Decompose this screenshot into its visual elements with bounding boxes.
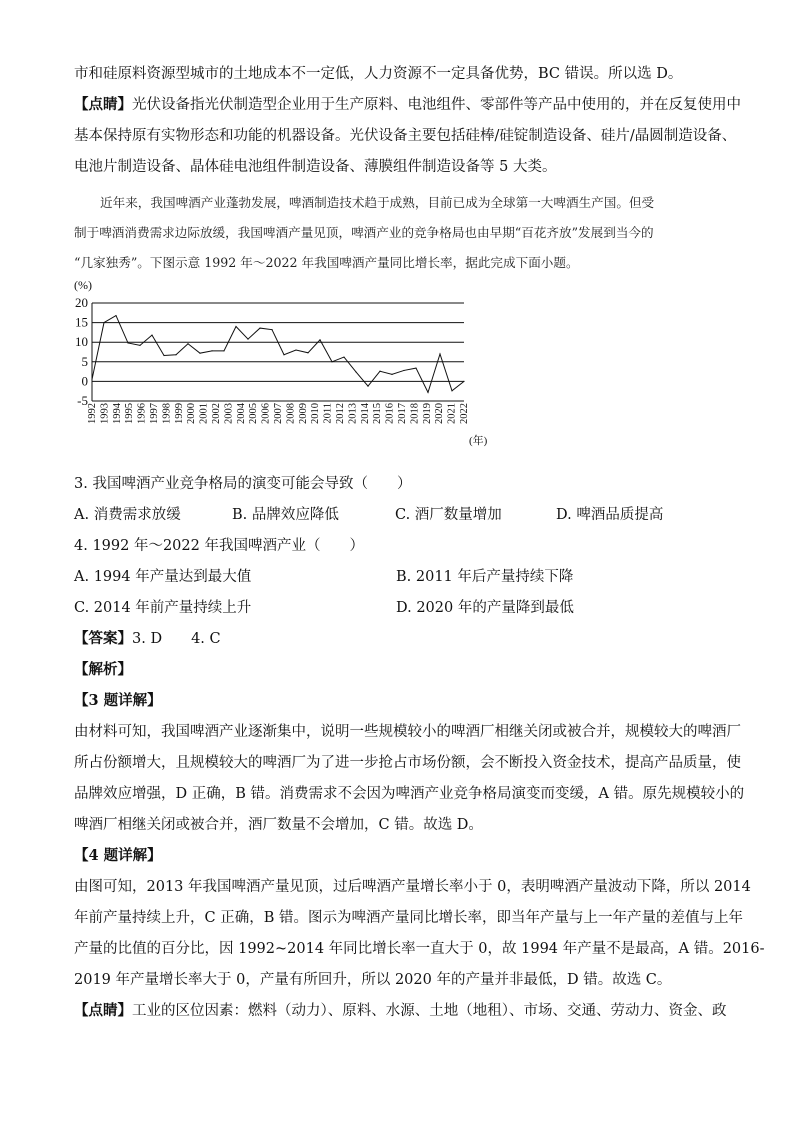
x-tick-label: 2001 — [198, 403, 210, 424]
y-tick-labels — [75, 295, 88, 408]
q3-option-a: A. 消费需求放缓 — [74, 507, 181, 523]
q4-option-a: A. 1994 年产量达到最大值 — [74, 569, 252, 585]
q4-detail-line-4: 2019 年产量增长率大于 0，产量有所回升，所以 2020 年的产量并非最低，D 错。故选 C。 — [74, 972, 672, 988]
y-tick-label: -5 — [77, 393, 88, 408]
data-point — [463, 381, 464, 382]
data-point — [259, 327, 260, 328]
material-line-1: 近年来，我国啤酒产业蓬勃发展，啤酒制造技术趋于成熟，目前已成为全球第一大啤酒生产国。但受 — [100, 195, 655, 210]
q4-option-d: D. 2020 年的产量降到最低 — [396, 600, 574, 616]
answer-line: 【答案】3. D 4. C — [74, 630, 221, 647]
q4-option-b: B. 2011 年后产量持续下降 — [396, 569, 574, 585]
x-tick-label: 2013 — [347, 403, 359, 424]
x-tick-label: 2022 — [459, 403, 470, 424]
data-point — [379, 371, 380, 372]
x-tick-label: 2010 — [310, 403, 322, 424]
x-tick-label: 2003 — [223, 403, 235, 424]
data-point — [127, 342, 128, 343]
data-point — [319, 339, 320, 340]
tip-line-2: 【点睛】工业的区位因素：燃料（动力）、原料、水源、土地（地租）、市场、交通、劳动力、资金、政 — [74, 1002, 727, 1019]
q4-detail-line-1: 由图可知，2013 年我国啤酒产量见顶，过后啤酒产量增长率小于 0，表明啤酒产量波动下降，所以 2014 — [74, 879, 751, 895]
x-tick-label: 1994 — [111, 403, 123, 424]
data-point — [223, 350, 224, 351]
x-tick-label: 2020 — [434, 403, 446, 424]
q3-stem: 3. 我国啤酒产业竞争格局的演变可能会导致（ ） — [74, 476, 412, 492]
x-tick-label: 1992 — [87, 403, 98, 424]
text-line-4: 电池片制造设备、晶体硅电池组件制造设备、薄膜组件制造设备等 5 大类。 — [74, 159, 557, 175]
data-point — [355, 371, 356, 372]
data-point — [175, 354, 176, 355]
x-tick-label: 2012 — [335, 403, 346, 424]
x-tick-label: 2016 — [384, 403, 396, 424]
tip-line: 【点睛】光伏设备指光伏制造型企业用于生产原料、电池组件、零部件等产品中使用的，并在反复使用中 — [74, 96, 741, 113]
data-point — [235, 326, 236, 327]
x-tick-label: 1999 — [173, 403, 185, 424]
q3-detail-line-2: 所占份额增大，且规模较大的啤酒厂为了进一步抢占市场份额，会不断投入资金技术，提高产品质量，使 — [74, 755, 741, 771]
data-point — [151, 335, 152, 336]
material-line-3: “几家独秀”。下图示意 1992 年～2022 年我国啤酒产量同比增长率，据此完成下面小题。 — [74, 255, 579, 270]
q4-detail-line-2: 年前产量持续上升，C 正确，B 错。图示为啤酒产量同比增长率，即当年产量与上一年产量的差值与上年 — [74, 910, 743, 926]
data-point — [247, 338, 248, 339]
data-point — [367, 386, 368, 387]
q3-detail-line-4: 啤酒厂相继关闭或被合并，酒厂数量不会增加，C 错。故选 D。 — [74, 817, 483, 833]
data-point — [415, 367, 416, 368]
data-point — [295, 349, 296, 350]
q3-option-c: C. 酒厂数量增加 — [395, 507, 502, 523]
analysis-tag: 【解析】 — [74, 661, 132, 678]
x-tick-label: 2004 — [235, 403, 247, 424]
y-axis-unit: (%) — [74, 278, 92, 292]
data-point — [343, 356, 344, 357]
data-point — [391, 374, 392, 375]
y-tick-label: 10 — [75, 334, 88, 350]
q4-detail-tag: 【4 题详解】 — [74, 847, 162, 864]
data-point — [211, 350, 212, 351]
x-tick-labels — [87, 402, 470, 424]
q4-option-c: C. 2014 年前产量持续上升 — [74, 600, 252, 616]
data-point — [331, 361, 332, 362]
data-point — [139, 345, 140, 346]
q4-detail-line-3: 产量的比值的百分比，因 1992~2014 年同比增长率一直大于 0，故 1994 年产量不是最高，A 错。2016- — [74, 941, 765, 957]
data-point — [91, 379, 92, 380]
x-tick-label: 2007 — [273, 403, 284, 424]
x-tick-label: 2002 — [211, 403, 222, 424]
data-point — [403, 370, 404, 371]
x-tick-label: 2009 — [297, 403, 309, 424]
data-point — [199, 353, 200, 354]
material-line-2: 制于啤酒消费需求边际放缓，我国啤酒产量见顶，啤酒产业的竞争格局也由早期“百花齐放”发展到当今的 — [74, 225, 654, 240]
data-point — [451, 390, 452, 391]
q3-detail-tag: 【3 题详解】 — [74, 692, 162, 709]
x-tick-label: 2011 — [322, 403, 334, 424]
x-tick-label: 1993 — [99, 403, 111, 424]
x-tick-label: 1997 — [149, 403, 160, 424]
text-line-1: 市和硅原料资源型城市的土地成本不一定低，人力资源不一定具备优势，BC 错误。所以选 D。 — [74, 66, 683, 82]
x-tick-label: 2018 — [409, 403, 421, 424]
data-point — [427, 392, 428, 393]
data-point — [115, 315, 116, 316]
data-point — [163, 355, 164, 356]
data-point — [283, 354, 284, 355]
y-tick-label: 15 — [75, 314, 88, 330]
x-tick-label: 1995 — [124, 403, 136, 424]
x-axis-unit: (年) — [469, 435, 488, 447]
chart-grid — [92, 303, 464, 401]
x-tick-label: 2008 — [285, 403, 297, 424]
x-tick-label: 2019 — [421, 403, 433, 424]
x-tick-label: 1996 — [136, 403, 148, 424]
y-tick-label: 20 — [75, 295, 88, 310]
growth-rate-line — [92, 316, 464, 393]
q3-detail-line-3: 品牌效应增强，D 正确，B 错。消费需求不会因为啤酒产业竞争格局演变而变缓，A 错。原先规模较小的 — [74, 786, 745, 802]
q3-option-b: B. 品牌效应降低 — [232, 507, 339, 523]
y-tick-label: 0 — [81, 373, 88, 389]
data-point — [307, 352, 308, 353]
data-point — [187, 343, 188, 344]
x-tick-label: 2006 — [260, 403, 272, 424]
x-tick-label: 2017 — [397, 403, 408, 424]
data-point — [271, 329, 272, 330]
q4-stem: 4. 1992 年～2022 年我国啤酒产业（ ） — [74, 538, 364, 554]
data-point — [439, 353, 440, 354]
x-tick-label: 2021 — [446, 403, 458, 424]
x-tick-label: 2014 — [359, 403, 371, 424]
q3-option-d: D. 啤酒品质提高 — [556, 507, 664, 523]
data-point — [103, 322, 104, 323]
text-line-3: 基本保持原有实物形态和功能的机器设备。光伏设备主要包括硅棒/硅锭制造设备、硅片/晶圆制造设备、 — [74, 128, 737, 144]
y-tick-label: 5 — [81, 353, 88, 369]
x-tick-label: 2000 — [186, 403, 198, 424]
x-tick-label: 1998 — [161, 403, 173, 424]
beer-growth-line-chart — [64, 272, 504, 452]
x-tick-label: 2015 — [372, 403, 384, 424]
q3-detail-line-1: 由材料可知，我国啤酒产业逐渐集中，说明一些规模较小的啤酒厂相继关闭或被合并，规模较大的啤酒厂 — [74, 724, 741, 740]
x-tick-label: 2005 — [248, 403, 260, 424]
